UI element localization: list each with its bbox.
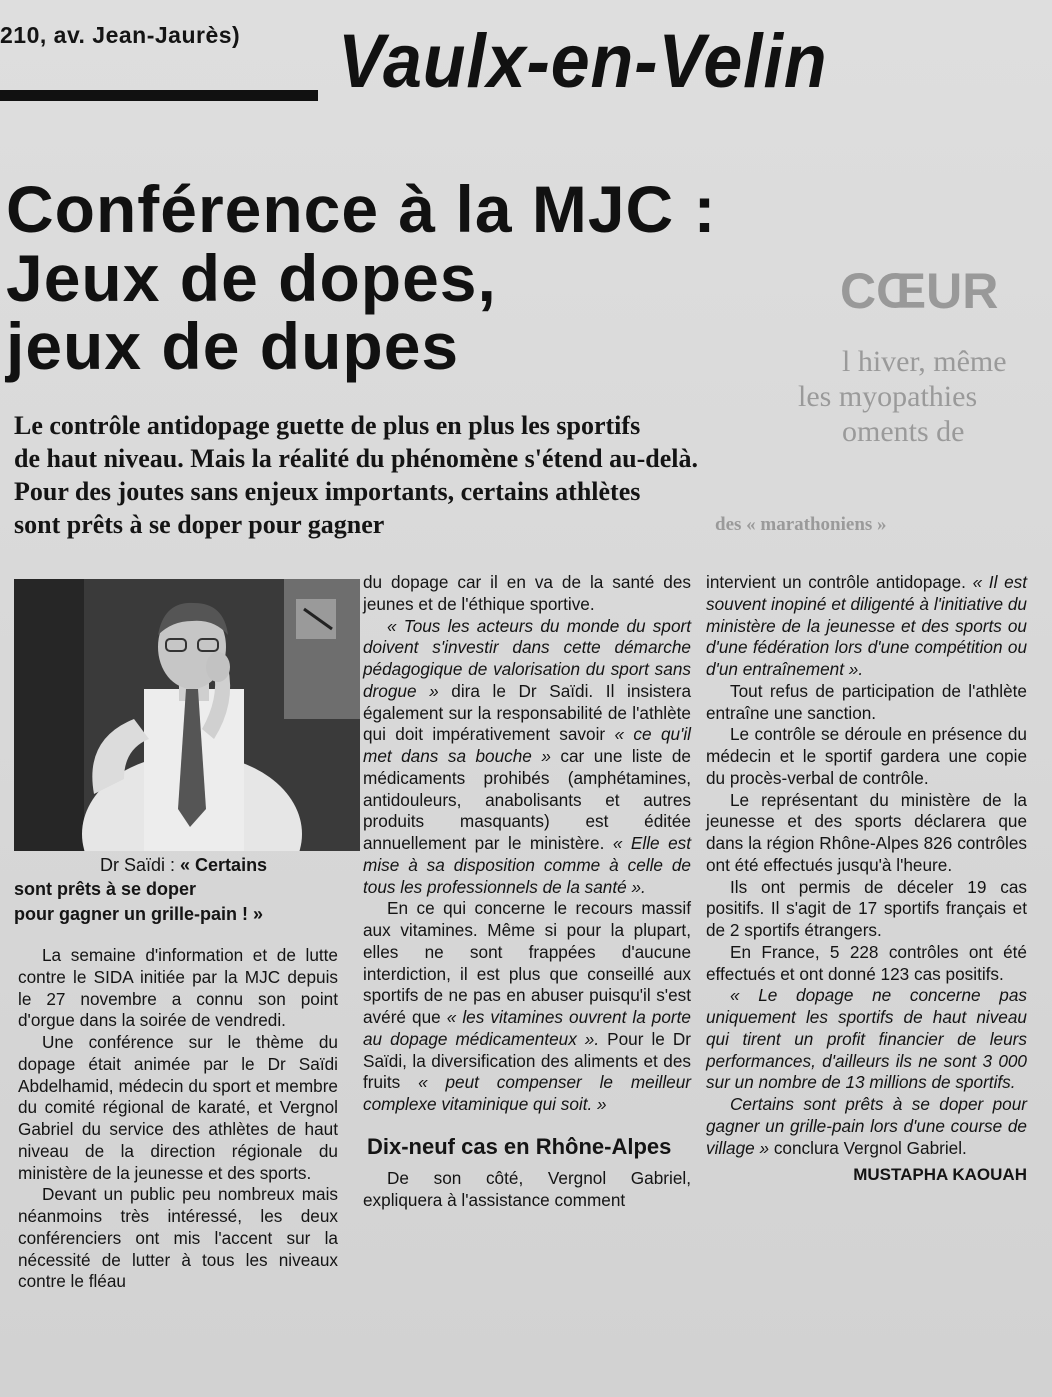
paragraph: De son côté, Vergnol Gabriel, expliquera à l'assistance comment — [363, 1168, 691, 1210]
subheading: Dix-neuf cas en Rhône-Alpes — [367, 1133, 672, 1159]
paragraph: Le représentant du ministère de la jeunesse et des sports déclarera que dans la région Rhône-Alpes 826 contrôles ont été effectués jusqu'à l'heure. — [706, 789, 1027, 875]
paragraph — [363, 616, 691, 899]
speaker-photo-illustration — [14, 579, 360, 851]
photo-caption — [14, 853, 360, 926]
speaker-photo — [14, 579, 360, 851]
bleed-through-text: oments de — [842, 415, 965, 448]
caption-line: pour gagner un grille-pain ! » — [14, 903, 264, 924]
paragraph: Devant un public peu nombreux mais néanmoins très intéressé, les deux conférenciers ont mis l'accent sur la nécessité de lutter à tous les niveaux contre le fléau — [18, 1184, 338, 1292]
text-run: dira le Dr Saïdi. Il insistera également sur la responsabilité de l'athlète qui doit impérativement savoir — [363, 680, 691, 745]
standfirst-line: sont prêts à se doper pour gagner — [14, 510, 385, 540]
author-signature: MUSTAPHA KAOUAH — [853, 1165, 1027, 1185]
quote: « Tous les acteurs du monde du sport doivent s'investir dans cette démarche pédagogique de valorisation du sport sans drogue » — [363, 615, 691, 701]
paragraph — [706, 1094, 1027, 1159]
paragraph: Ils ont permis de déceler 19 cas positifs. Il s'agit de 17 sportifs français et de 2 sportifs étrangers. — [706, 876, 1027, 940]
header-town: Vaulx-en-Velin — [338, 19, 828, 104]
standfirst-line: Le contrôle antidopage guette de plus en plus les sportifs — [14, 411, 641, 440]
quote: « peut compenser le meilleur complexe vitaminique qui soit. » — [363, 1072, 691, 1114]
quote: « ce qu'il met dans sa bouche » — [363, 724, 691, 766]
article-column-1 — [18, 945, 338, 1293]
quote: « les vitamines ouvrent la porte au dopage médicamenteux ». — [363, 1007, 691, 1049]
caption-line: sont prêts à se doper — [14, 879, 197, 900]
quote: « Il est souvent inopiné et diligenté à l'initiative du ministère de la jeunesse et des sports ou d'une fédération lors d'une compétition ou d'un entraînement ». — [706, 572, 1027, 679]
bleed-through-text: les myopathies — [798, 380, 978, 413]
header-rule — [0, 90, 318, 101]
caption-name: Dr Saïdi : — [100, 855, 181, 875]
paragraph — [363, 898, 691, 1116]
text-run: Pour le Dr Saïdi, la diversification des aliments et des fruits — [363, 1028, 691, 1093]
paragraph: du dopage car il en va de la santé des jeunes et de l'éthique sportive. — [363, 572, 691, 614]
paragraph: Le contrôle se déroule en présence du médecin et le sportif gardera une copie du procès-verbal de contrôle. — [706, 724, 1027, 788]
headline-line: Conférence à la MJC : — [6, 172, 717, 246]
standfirst-line: de haut niveau. Mais la réalité du phénomène s'étend au-delà. — [14, 444, 698, 474]
headline-line: Jeux de dopes, — [6, 240, 497, 315]
paragraph: En France, 5 228 contrôles ont été effectués et ont donné 123 cas positifs. — [706, 941, 1027, 984]
quote: Certains sont prêts à se doper pour gagner un grille-pain lors d'une course de village » — [706, 1094, 1027, 1158]
bleed-through-text: CŒUR — [840, 263, 999, 319]
text-run: conclura Vergnol Gabriel. — [769, 1137, 967, 1158]
article-column-2 — [363, 572, 691, 1212]
quote: « Elle est mise à sa disposition comme à celle de tous les professionnels de la santé ». — [363, 833, 691, 897]
article-column-3 — [706, 572, 1027, 1185]
paragraph: « Le dopage ne concerne pas uniquement les sportifs de haut niveau qui tirent un profit financier de leurs performances, d'ailleurs ils ne sont 3 000 sur un nombre de 13 millions de sportifs. — [706, 985, 1027, 1093]
bleed-through-text: des « marathoniens » — [715, 514, 887, 535]
text-run: car une liste de médicaments prohibés (amphétamines, antidouleurs, anabolisants et autres produits masquants) est éditée annuellement par le ministère. — [363, 746, 691, 853]
paragraph: Tout refus de participation de l'athlète entraîne une sanction. — [706, 680, 1027, 723]
standfirst — [14, 409, 964, 541]
text-run: En ce qui concerne le recours massif aux vitamines. Même si pour la plupart, elles ne sont frappées d'aucune interdiction, il est plus que conseillé aux sportifs de ne pas en abuser puisqu'il s'est avéré que — [363, 898, 691, 1027]
paragraph — [706, 572, 1027, 681]
caption-quote: « Certains — [180, 855, 268, 875]
paragraph: La semaine d'information et de lutte contre le SIDA initiée par la MJC depuis le 27 novembre a connu son point d'orgue dans la soirée de vendredi. — [18, 945, 338, 1031]
headline — [6, 172, 717, 384]
headline-line: jeux de dupes — [6, 309, 460, 384]
standfirst-line: Pour des joutes sans enjeux importants, certains athlètes — [14, 477, 641, 507]
text-run: intervient un contrôle antidopage. — [706, 572, 973, 592]
bleed-through-text: l hiver, même — [842, 345, 1007, 378]
paragraph: Une conférence sur le thème du dopage était animée par le Dr Saïdi Abdelhamid, médecin du sport et membre du comité régional de karaté, et Vergnol Gabriel du service des athlètes de haut niveau de la direction régionale du ministère de la jeunesse et des sports. — [18, 1032, 338, 1183]
header-address: 210, av. Jean-Jaurès) — [0, 22, 241, 48]
